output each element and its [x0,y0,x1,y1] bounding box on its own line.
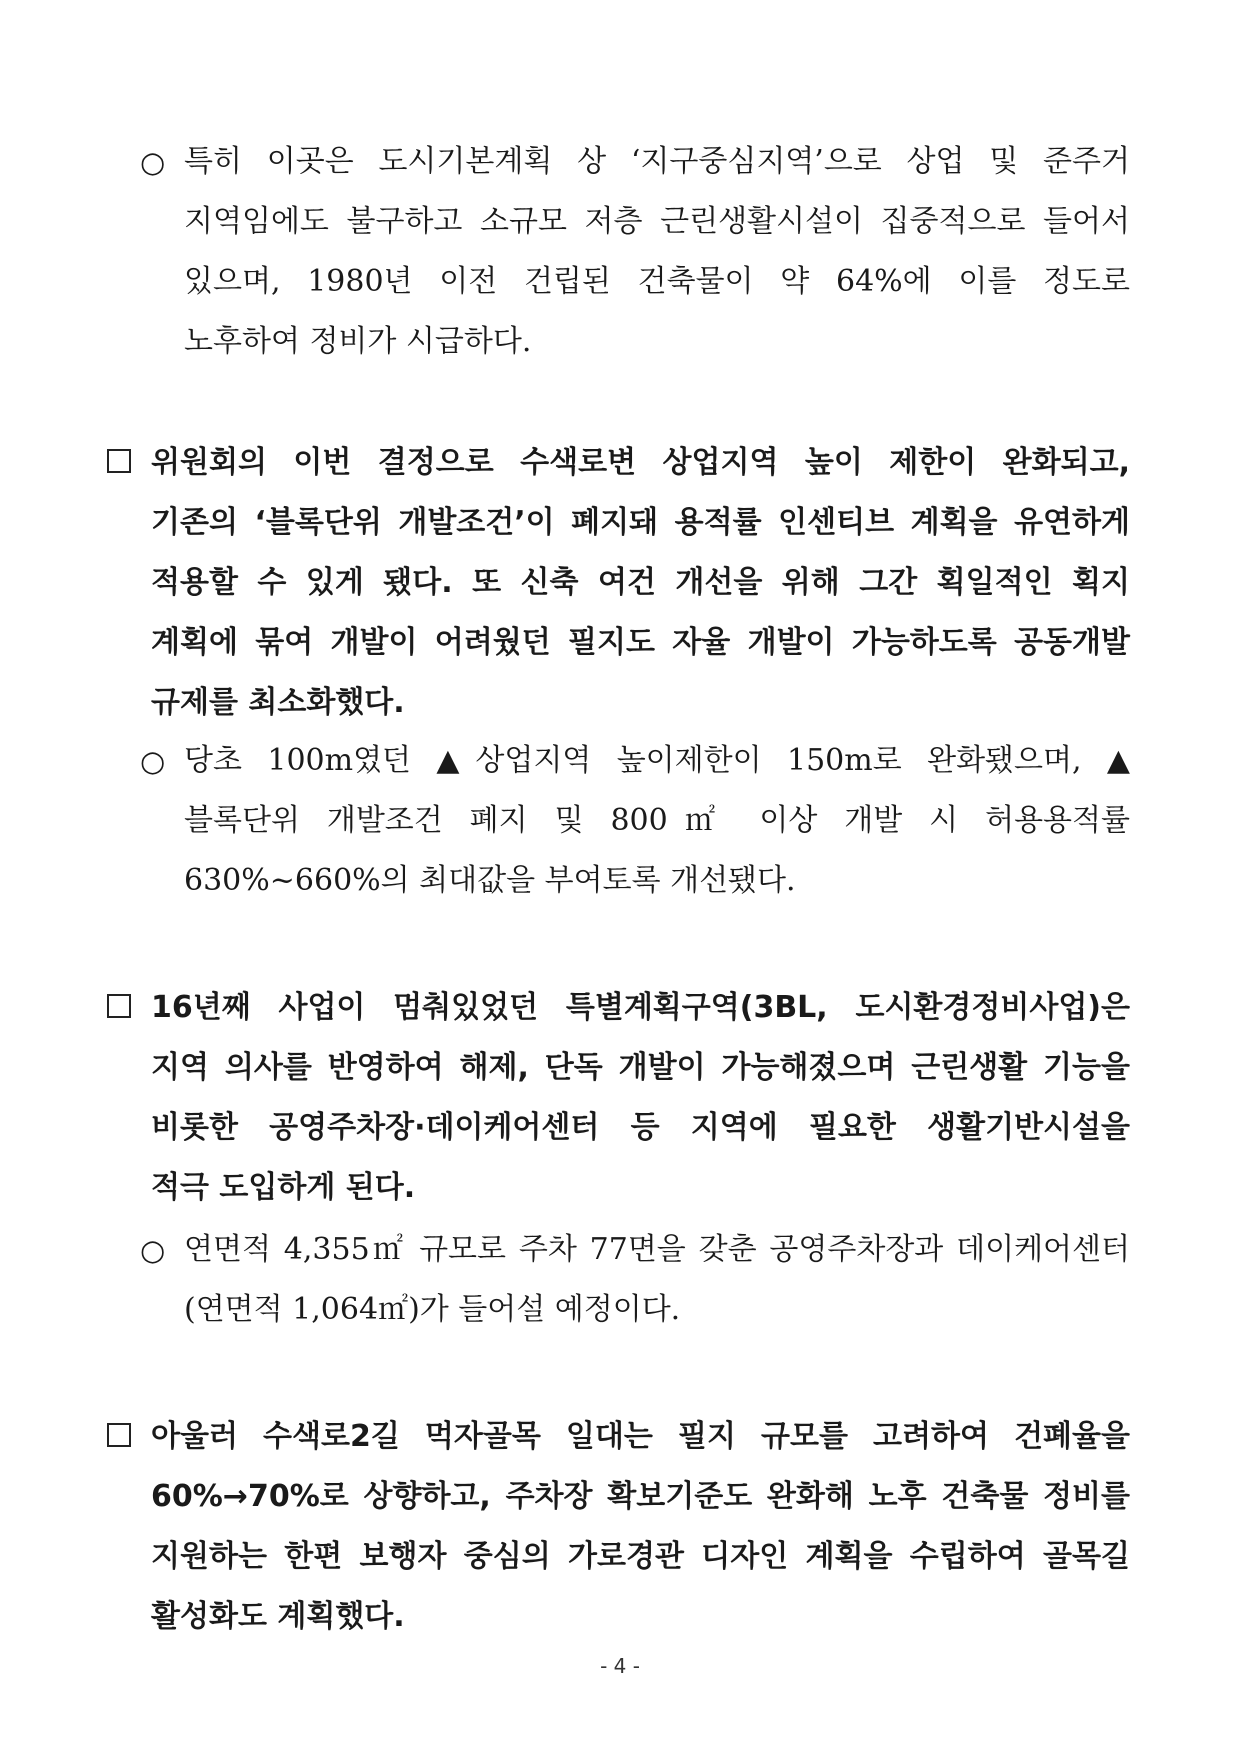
paragraph-text [184,132,1130,372]
circle-bullet-icon: ○ [140,744,166,778]
paragraph-text [184,731,1130,911]
paragraph-text [151,1407,1130,1647]
sub-paragraph [140,1220,1130,1340]
text-line: 있으며, 1980년 이전 건립된 건축물이 약 64%에 이를 정도로 [184,264,1130,299]
text-line: 지원하는 한편 보행자 중심의 가로경관 디자인 계획을 수립하여 골목길 [151,1539,1130,1574]
main-paragraph [107,978,1130,1218]
text-line: 지역 의사를 반영하여 해제, 단독 개발이 가능해졌으며 근린생활 기능을 [151,1050,1130,1085]
text-line: 노후하여 정비가 시급하다. [184,324,532,359]
text-line: 기존의 ‘블록단위 개발조건’이 폐지돼 용적률 인센티브 계획을 유연하게 [151,505,1130,540]
paragraph-text [151,978,1130,1218]
text-line: (연면적 1,064㎡)가 들어설 예정이다. [184,1292,681,1327]
page-number: - 4 - [600,1654,640,1678]
text-line: 60%→70%로 상향하고, 주차장 확보기준도 완화해 노후 건축물 정비를 [151,1479,1130,1514]
sub-paragraph [140,132,1130,372]
text-line: 규제를 최소화했다. [151,685,405,720]
text-line: 연면적 4,355㎡ 규모로 주차 77면을 갖춘 공영주차장과 데이케어센터 [184,1232,1130,1267]
checkbox-square-icon [107,1423,131,1447]
main-paragraph [107,1407,1130,1647]
sub-paragraph [140,731,1130,911]
text-line: 비롯한 공영주차장·데이케어센터 등 지역에 필요한 생활기반시설을 [151,1110,1130,1145]
text-line: 특히 이곳은 도시기본계획 상 ‘지구중심지역’으로 상업 및 준주거 [184,144,1130,179]
main-paragraph [107,433,1130,733]
text-line: 아울러 수색로2길 먹자골목 일대는 필지 규모를 고려하여 건폐율을 [151,1419,1130,1454]
paragraph-text [151,433,1130,733]
text-line: 활성화도 계획했다. [151,1599,405,1634]
text-line: 적용할 수 있게 됐다. 또 신축 여건 개선을 위해 그간 획일적인 획지 [151,565,1130,600]
text-line: 블록단위 개발조건 폐지 및 800㎡ 이상 개발 시 허용용적률 [184,803,1130,838]
text-line: 16년째 사업이 멈춰있었던 특별계획구역(3BL, 도시환경정비사업)은 [151,990,1130,1025]
checkbox-square-icon [107,994,131,1018]
text-line: 지역임에도 불구하고 소규모 저층 근린생활시설이 집중적으로 들어서 [184,204,1130,239]
text-line: 630%~660%의 최대값을 부여토록 개선됐다. [184,863,796,898]
text-line: 당초 100m였던 ▲상업지역 높이제한이 150m로 완화됐으며, ▲ [184,743,1130,778]
paragraph-text [184,1220,1130,1340]
checkbox-square-icon [107,449,131,473]
text-line: 계획에 묶여 개발이 어려웠던 필지도 자율 개발이 가능하도록 공동개발 [151,625,1130,660]
text-line: 위원회의 이번 결정으로 수색로변 상업지역 높이 제한이 완화되고, [151,445,1130,480]
circle-bullet-icon: ○ [140,145,166,179]
text-line: 적극 도입하게 된다. [151,1170,416,1205]
circle-bullet-icon: ○ [140,1233,166,1267]
